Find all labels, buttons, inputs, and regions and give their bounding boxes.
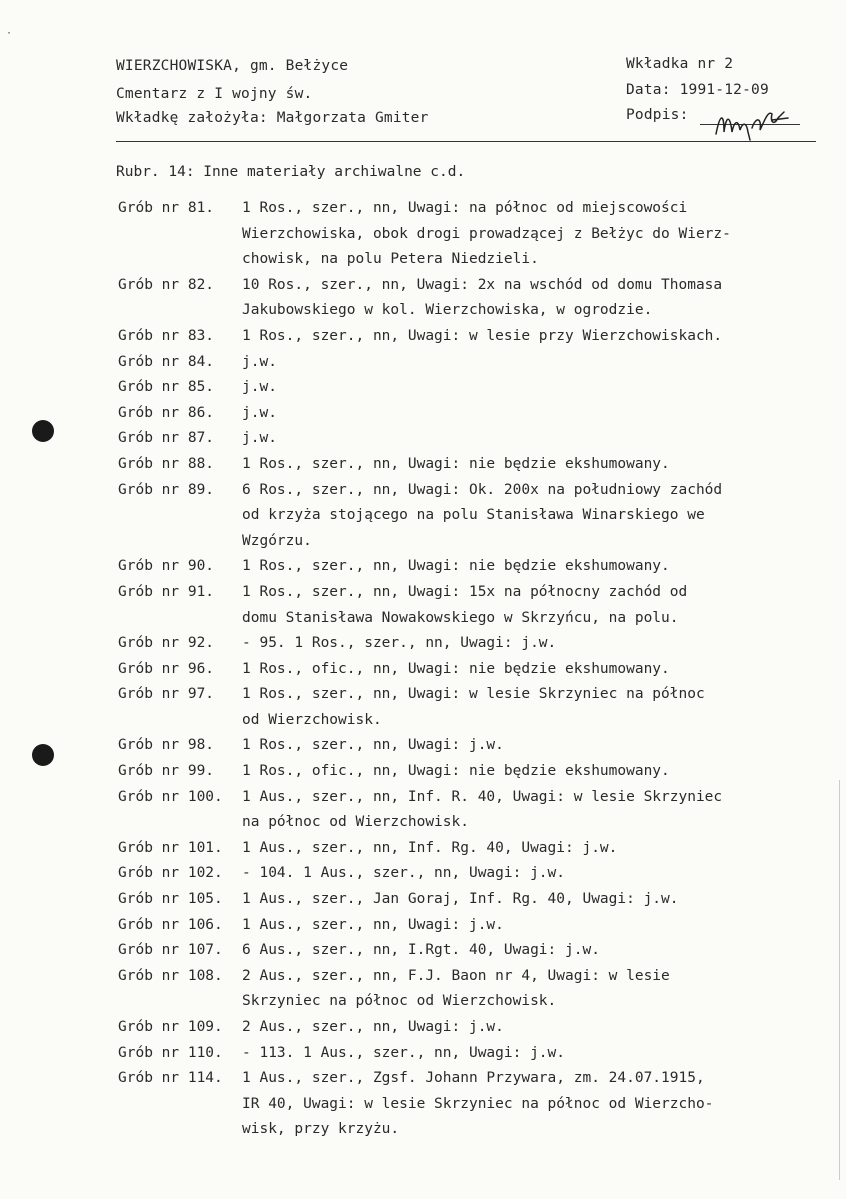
- punch-hole: [32, 420, 54, 442]
- grave-entry: [118, 1015, 818, 1041]
- grave-entry-text: j.w.: [242, 379, 277, 396]
- grave-entry-text: j.w.: [242, 404, 277, 421]
- grave-entry: [118, 350, 818, 376]
- grave-entry-label: Grób nr 90.: [118, 558, 215, 575]
- grave-entry-text: 1 Ros., ofic., nn, Uwagi: nie będzie ekshumowany.: [242, 763, 670, 780]
- grave-entry-text: 6 Ros., szer., nn, Uwagi: Ok. 200x na południowy zachód od krzyża stojącego na polu Stanisława Winarskiego we Wzgórzu.: [242, 481, 723, 549]
- grave-entry-text: 1 Aus., szer., nn, Inf. Rg. 40, Uwagi: j.w.: [242, 839, 618, 856]
- grave-entry-text: 1 Ros., szer., nn, Uwagi: w lesie Skrzyniec na północ od Wierzchowisk.: [242, 686, 705, 728]
- grave-entries-list: [118, 196, 818, 1143]
- grave-entry: [118, 324, 818, 350]
- grave-entry: [118, 836, 818, 862]
- grave-entry-text: 1 Ros., szer., nn, Uwagi: 15x na północny zachód od domu Stanisława Nowakowskiego w Skrzyńcu, na polu.: [242, 583, 688, 626]
- grave-entry-label: Grób nr 105.: [118, 891, 223, 908]
- grave-entry-text: 1 Aus., szer., Jan Gorај, Inf. Rg. 40, Uwagi: j.w.: [242, 891, 679, 908]
- insert-number: Wkładka nr 2: [626, 56, 734, 72]
- grave-entry-text: 1 Aus., szer., nn, Inf. R. 40, Uwagi: w lesie Skrzyniec na północ od Wierzchowisk.: [242, 788, 723, 831]
- signature-label: Podpis:: [626, 107, 689, 123]
- page-edge: [839, 780, 840, 1180]
- grave-entry-label: Grób nr 98.: [118, 737, 215, 754]
- grave-entry: [118, 196, 818, 273]
- grave-entry-label: Grób nr 101.: [118, 839, 223, 856]
- grave-entry-label: Grób nr 85.: [118, 379, 215, 396]
- grave-entry-text: 1 Aus., szer., Zgsf. Johann Przywara, zm. 24.07.1915, IR 40, Uwagi: w lesie Skrzyniec na północ od Wierzcho- wisk, przy krzyżu.: [242, 1070, 714, 1138]
- grave-entry: [118, 426, 818, 452]
- header-divider: [116, 141, 816, 142]
- grave-entry-text: - 104. 1 Aus., szer., nn, Uwagi: j.w.: [242, 865, 566, 882]
- grave-entry-text: 1 Ros., szer., nn, Uwagi: w lesie przy Wierzchowiskach.: [242, 327, 723, 344]
- grave-entry: [118, 452, 818, 478]
- grave-entry: [118, 733, 818, 759]
- grave-entry-label: Grób nr 107.: [118, 942, 223, 959]
- grave-entry-text: 1 Ros., szer., nn, Uwagi: nie będzie ekshumowany.: [242, 558, 670, 575]
- grave-entry-label: Grób nr 96.: [118, 660, 215, 677]
- grave-entry-text: - 113. 1 Aus., szer., nn, Uwagi: j.w.: [242, 1044, 566, 1061]
- margin-mark: ·: [6, 28, 13, 39]
- grave-entry-label: Grób nr 92.: [118, 635, 215, 652]
- grave-entry-text: j.w.: [242, 353, 277, 370]
- grave-entry-text: j.w.: [242, 430, 277, 447]
- grave-entry-label: Grób nr 88.: [118, 455, 215, 472]
- grave-entry-label: Grób nr 100.: [118, 788, 223, 805]
- grave-entry: [118, 938, 818, 964]
- grave-entry-label: Grób nr 91.: [118, 583, 215, 600]
- grave-entry-text: 1 Ros., ofic., nn, Uwagi: nie będzie ekshumowany.: [242, 660, 670, 677]
- grave-entry: [118, 682, 818, 733]
- punch-hole: [32, 744, 54, 766]
- grave-entry-text: 1 Aus., szer., nn, Uwagi: j.w.: [242, 916, 504, 933]
- grave-entry-text: 2 Aus., szer., nn, F.J. Baon nr 4, Uwagi: w lesie Skrzyniec na północ od Wierzchowisk.: [242, 967, 670, 1010]
- section-title: Rubr. 14: Inne materiały archiwalne c.d.: [116, 164, 466, 180]
- grave-entry-text: - 95. 1 Ros., szer., nn, Uwagi: j.w.: [242, 635, 557, 652]
- grave-entry-label: Grób nr 86.: [118, 404, 215, 421]
- grave-entry-label: Grób nr 89.: [118, 481, 215, 498]
- grave-entry-label: Grób nr 106.: [118, 916, 223, 933]
- grave-entry-label: Grób nr 110.: [118, 1044, 223, 1061]
- grave-entry: [118, 273, 818, 324]
- grave-entry-label: Grób nr 114.: [118, 1070, 223, 1087]
- grave-entry: [118, 631, 818, 657]
- grave-entry: [118, 1066, 818, 1143]
- grave-entry-text: 6 Aus., szer., nn, I.Rgt. 40, Uwagi: j.w.: [242, 942, 600, 959]
- grave-entry-text: 1 Ros., szer., nn, Uwagi: nie będzie ekshumowany.: [242, 455, 670, 472]
- header-location: WIERZCHOWISKA, gm. Bełżyce: [116, 58, 349, 74]
- grave-entry-label: Grób nr 109.: [118, 1019, 223, 1035]
- grave-entry-text: 1 Ros., szer., nn, Uwagi: j.w.: [242, 737, 504, 754]
- grave-entry: [118, 1041, 818, 1067]
- grave-entry: [118, 554, 818, 580]
- grave-entry-text: 10 Ros., szer., nn, Uwagi: 2x na wschód od domu Thomasa Jakubowskiego w kol. Wierzchowiska, w ogrodzie.: [242, 276, 723, 319]
- grave-entry-label: Grób nr 83.: [118, 327, 215, 344]
- grave-entry: [118, 580, 818, 631]
- grave-entry: [118, 375, 818, 401]
- grave-entry-label: Grób nr 84.: [118, 353, 215, 370]
- handwritten-signature: [712, 104, 794, 144]
- grave-entry-label: Grób nr 108.: [118, 967, 223, 984]
- grave-entry: [118, 657, 818, 683]
- grave-entry-label: Grób nr 97.: [118, 686, 215, 703]
- grave-entry-label: Grób nr 102.: [118, 865, 223, 882]
- header-author: Wkładkę założyła: Małgorzata Gmiter: [116, 110, 429, 126]
- grave-entry: [118, 785, 818, 836]
- grave-entry: [118, 913, 818, 939]
- grave-entry: [118, 759, 818, 785]
- grave-entry: [118, 401, 818, 427]
- grave-entry-label: Grób nr 81.: [118, 200, 215, 216]
- date-label: Data: 1991-12-09: [626, 82, 769, 98]
- grave-entry: [118, 887, 818, 913]
- grave-entry-text: 2 Aus., szer., nn, Uwagi: j.w.: [242, 1019, 504, 1035]
- header-cemetery: Cmentarz z I wojny św.: [116, 86, 313, 102]
- grave-entry: [118, 478, 818, 555]
- grave-entry-label: Grób nr 99.: [118, 763, 215, 780]
- grave-entry: [118, 964, 818, 1015]
- grave-entry: [118, 861, 818, 887]
- grave-entry-label: Grób nr 87.: [118, 430, 215, 447]
- grave-entry-text: 1 Ros., szer., nn, Uwagi: na północ od miejscowości Wierzchowiska, obok drogi prowadzącej z Bełżyc do Wierz- chowisk, na polu Petera Niedzieli.: [242, 200, 731, 268]
- grave-entry-label: Grób nr 82.: [118, 276, 215, 293]
